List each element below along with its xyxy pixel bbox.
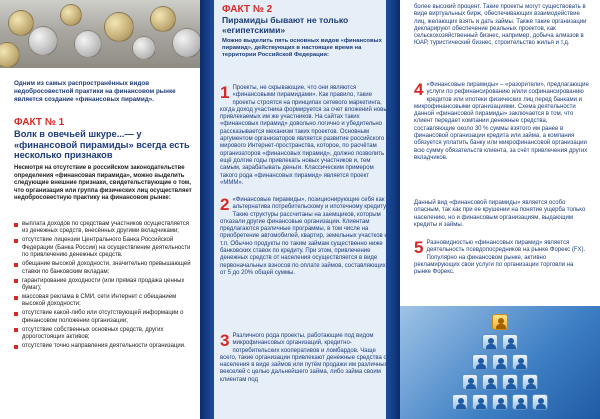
- decorative-bar-left: [200, 0, 214, 419]
- person-cube: [472, 354, 488, 370]
- pyramid-type-1: [220, 85, 392, 187]
- type-text: Проекты, не скрывающие, что они являются «финансовыми пирамидами». Как правило, такие проекты строятся на принципах сетевого маркетинга, когда доход участника формируется за счет вложений новых привлекаемых им же участников. На сайтах таких «финансовых пирамид» довольно логично и убедительно рассказывается механизм таких проектов. Основным аргументом организаторов является развитие российского и мирового Интернет-пространства, которое, по расчётам организаторов «финансовых пирамид», должно позволить ещё долгие годы привлекать новых участников и, тем самым, зарабатывать деньги. Классическим примером такого рода «финансовых пирамид» является проект «МММ».: [220, 85, 391, 186]
- list-item: гарантирование доходности (или прямая продажа ценных бумаг);: [14, 278, 194, 293]
- person-cube: [482, 374, 498, 390]
- person-cube: [532, 394, 548, 410]
- person-cube: [492, 394, 508, 410]
- column-1: [0, 0, 200, 419]
- type-3-continuation: более высокий процент. Такие проекты могут существовать в виде виртуальных бирж, обеспечивающих взаимодействие лиц, желающих взять и дать займы. Также такие организации декларируют обеспечение реальных проектов, как сельскохозяйственный бизнес, например, добыча алмазов в ЮАР, туристический бизнес, строительство жилья и т.д.: [414, 4, 587, 47]
- fact-2-title: Пирамиды бывают не только «египетскими»: [222, 15, 349, 35]
- type-number: 5: [414, 238, 424, 257]
- person-cube: [482, 334, 498, 350]
- person-cube: [502, 374, 518, 390]
- list-item: отсутствие какой-либо или отсутствующей информации о финансовом положении организации;: [14, 310, 194, 325]
- fact-2-subtitle: Можно выделить пять основных видов «финансовых пирамид», действующих в настоящее время на территории Российской Федерации:: [222, 38, 382, 59]
- fact-1-body: Несмотря на отсутствие в российском законодательстве определения «финансовая пирамида», можно выделить следующие внешние признаки, свидетельствующие о том, что организация или группа физических лиц осуществляет недобросовестную практику на финансовом рынке:: [14, 165, 192, 202]
- person-cube: [502, 334, 518, 350]
- list-item: обещание высокой доходности, значительно превышающей ставки по банковским вкладам;: [14, 261, 194, 276]
- pyramid-type-4: [414, 82, 590, 162]
- list-item: массовая реклама в СМИ, сети Интернет с обещанием высокой доходности;: [14, 294, 194, 309]
- person-cube: [512, 354, 528, 370]
- type-4-note: Данный вид «финансовой пирамиды» является особо опасным, так как при ее крушении на понятие ущерба только населению, но и финансовым организациям, выдающим кредиты и займы.: [414, 200, 586, 228]
- intro-text: Одним из самых распространённых видов недобросовестной практики на финансовом рынке является создание «финансовых пирамид».: [14, 80, 176, 103]
- person-cube: [512, 394, 528, 410]
- pyramid-type-3: [220, 333, 392, 384]
- person-cube: [452, 394, 468, 410]
- list-item: отсутствие лицензии Центрального Банка Российской Федерации (Банка России) на осуществление деятельности по привлечению денежных средств.: [14, 237, 194, 259]
- pyramid-type-2: [220, 197, 392, 277]
- type-text: «Финансовые пирамиды» – «разорители», предлагающие услуги по рефинансированию и/или софинансированию кредитов или ипотеки физических лиц перед банками и микрофинансовыми организациями. Схема деятельности данной «финансовой пирамиды» заключается в том, что клиент передает компании денежные средства, составляющие около 30 % суммы взятого им ранее в финансовой организации кредита или займа, а компания обязуется уплатить банку или микрофинансовой организации всю сумму обязательств клиента, за счёт привлечения других вкладчиков.: [414, 82, 589, 161]
- person-cube: [492, 354, 508, 370]
- person-cube: [472, 394, 488, 410]
- person-cube: [522, 374, 538, 390]
- pyramid-illustration: [400, 306, 600, 419]
- type-text: Различного рода проекты, работающие под видом микрофинансовых организаций, кредитно-потребительских кооперативов и ломбардов. Чаще всего, такие организации привлекают денежные средства от населения в виде займов или путём продажи им различных векселей с целью дальнейшего займа, либо займа своим клиентам под: [220, 333, 390, 383]
- type-number: 4: [414, 80, 424, 99]
- fact-1-title: Волк в овечьей шкуре...— у «финансовой пирамиды» всегда есть несколько признаков: [14, 129, 190, 160]
- type-text: «Финансовые пирамиды», позиционирующие себя как альтернатива потребительскому и ипотечному кредиту. Такие структуры рассчитаны на заемщиков, которым отказали другие финансовые организации. Клиентам предлагаются различные программы, в том числе на приобретение автомобилей, квартир, земельных участков и т.п. Обычно продукты по таким займам существенно ниже банковских ставок по кредиту. При этом, привлечение денежных средств от населения осуществляется в виде первоначальных взносов по оплате займов, составляющих от 5 до 20% общей суммы.: [220, 197, 388, 276]
- list-item: отсутствие точно направления деятельности организации.: [14, 343, 194, 350]
- coins-photo: [0, 0, 200, 68]
- fact-1-label: ФАКТ № 1: [14, 117, 65, 128]
- fact-2-label: ФАКТ № 2: [222, 4, 273, 15]
- person-cube: [492, 314, 508, 330]
- type-number: 2: [220, 195, 230, 214]
- list-item: выплата доходов по средствам участников осуществляется из денежных средств, внесённых другими вкладчиками;: [14, 221, 194, 236]
- list-item: отсутствие собственных основных средств, других дорогостоящих активов;: [14, 327, 194, 342]
- pyramid-type-5: [414, 240, 590, 276]
- signs-list: [14, 221, 194, 352]
- type-number: 3: [220, 331, 230, 350]
- type-text: Разновидностью «финансовых пирамид» является деятельность псевдопосредников на рынке Форекс (FX). Популярно на финансовом рынке, активно рекламирующих свои услуги по организации торговли на рынке Форекс.: [414, 240, 586, 276]
- person-cube: [462, 374, 478, 390]
- type-number: 1: [220, 83, 230, 102]
